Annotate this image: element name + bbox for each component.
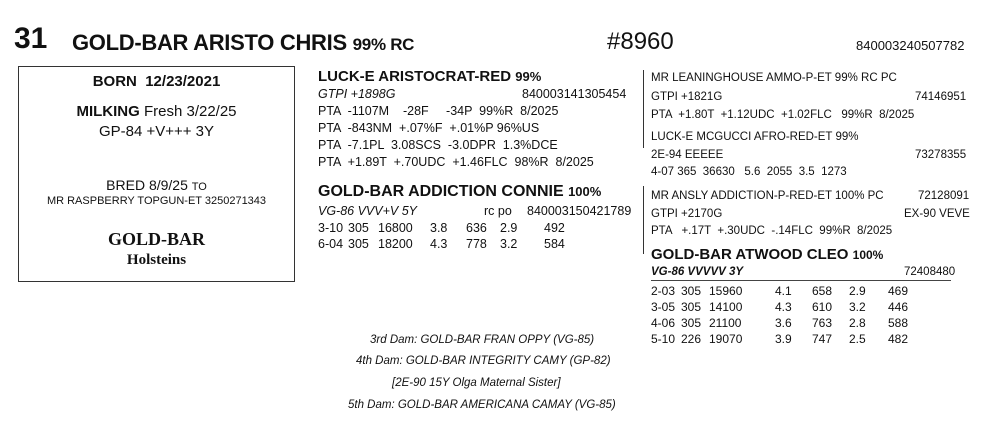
dam-dam-percent: 100% bbox=[852, 248, 884, 262]
dam-dam-classification: VG-86 VVVVV 3Y bbox=[651, 266, 744, 278]
sire-pta-line: PTA -7.1PL 3.08SCS -3.0DPR 1.3%DCE bbox=[318, 138, 558, 152]
table-row bbox=[318, 220, 565, 236]
dam-sire-classification: EX-90 VEVE bbox=[904, 208, 970, 220]
record-protein-pct: 3.2 bbox=[500, 237, 518, 251]
record-age: 3-10 bbox=[318, 221, 344, 235]
record-age: 5-10 bbox=[651, 332, 676, 346]
born-line bbox=[19, 73, 294, 90]
record-fat-pct: 4.1 bbox=[775, 284, 792, 298]
sire-pta-line: PTA +1.89T +.70UDC +1.46FLC 98%R 8/2025 bbox=[318, 155, 594, 169]
dam-registration: 840003150421789 bbox=[527, 204, 632, 218]
record-protein-pct: 2.9 bbox=[849, 284, 866, 298]
record-days: 305 bbox=[348, 237, 369, 251]
sire-sire-pta: PTA +1.80T +1.12UDC +1.02FLC 99%R 8/2025 bbox=[651, 109, 915, 121]
farm-subtitle: Holsteins bbox=[126, 252, 187, 268]
record-fat: 763 bbox=[812, 316, 833, 330]
lot-number: 31 bbox=[14, 22, 48, 55]
sire-dam-name: LUCK-E MCGUCCI AFRO-RED-ET 99% bbox=[651, 131, 859, 143]
dam-classification: VG-86 VVV+V 5Y bbox=[318, 204, 418, 218]
record-fat-pct: 3.9 bbox=[775, 332, 792, 346]
dam-dam-name-line bbox=[651, 246, 883, 263]
record-protein-pct: 2.5 bbox=[849, 332, 866, 346]
sire-dam-record: 4-07 365 36630 5.6 2055 3.5 1273 bbox=[651, 166, 847, 178]
cow-registration: 840003240507782 bbox=[856, 38, 965, 53]
maternal-sister-note: [2E-90 15Y Olga Maternal Sister] bbox=[392, 377, 561, 389]
dam-sire-gtpi: GTPI +2170G bbox=[651, 208, 723, 220]
record-protein-pct: 2.9 bbox=[500, 221, 518, 235]
pedigree-bracket-line bbox=[643, 186, 644, 254]
sire-pta-line: PTA -843NM +.07%F +.01%P 96%US bbox=[318, 121, 540, 135]
table-row bbox=[651, 315, 908, 331]
dam-dam-records-table bbox=[651, 283, 908, 347]
cow-name: GOLD-BAR ARISTO CHRIS bbox=[72, 30, 347, 55]
record-milk: 16800 bbox=[378, 221, 413, 235]
record-protein: 469 bbox=[888, 284, 909, 298]
third-dam: 3rd Dam: GOLD-BAR FRAN OPPY (VG-85) bbox=[370, 334, 595, 346]
bred-line bbox=[19, 177, 294, 193]
dam-sire-pta: PTA +.17T +.30UDC -.14FLC 99%R 8/2025 bbox=[651, 225, 893, 237]
dam-name: GOLD-BAR ADDICTION CONNIE bbox=[318, 183, 564, 200]
record-fat-pct: 4.3 bbox=[430, 237, 448, 251]
fifth-dam: 5th Dam: GOLD-BAR AMERICANA CAMAY (VG-85) bbox=[348, 399, 616, 411]
cow-percent: 99% RC bbox=[352, 35, 415, 54]
record-fat-pct: 3.8 bbox=[430, 221, 448, 235]
dam-sire-registration: 72128091 bbox=[918, 190, 970, 202]
table-row bbox=[651, 299, 908, 315]
record-fat: 610 bbox=[812, 300, 833, 314]
bred-to: TO bbox=[191, 181, 207, 193]
record-fat-pct: 4.3 bbox=[775, 300, 792, 314]
fourth-dam: 4th Dam: GOLD-BAR INTEGRITY CAMY (GP-82) bbox=[356, 355, 611, 367]
classification: GP-84 +V+++ 3Y bbox=[98, 123, 215, 140]
record-protein: 482 bbox=[888, 332, 909, 346]
sire-pta-line: PTA -1107M -28F -34P 99%R 8/2025 bbox=[318, 104, 559, 118]
farm-name: GOLD-BAR bbox=[107, 229, 205, 249]
record-days: 305 bbox=[348, 221, 369, 235]
sire-dam-classification: 2E-94 EEEEE bbox=[651, 149, 724, 161]
record-fat: 636 bbox=[466, 221, 487, 235]
cow-barn-number: #8960 bbox=[607, 28, 674, 55]
record-fat: 747 bbox=[812, 332, 833, 346]
record-milk: 21100 bbox=[709, 316, 742, 330]
record-days: 305 bbox=[681, 284, 702, 298]
record-milk: 19070 bbox=[709, 332, 743, 346]
cow-name-line bbox=[72, 30, 414, 56]
record-protein: 584 bbox=[544, 237, 565, 251]
milking-value: Fresh 3/22/25 bbox=[143, 103, 237, 120]
bred-label: BRED 8/9/25 bbox=[106, 177, 188, 193]
sire-name: LUCK-E ARISTOCRAT-RED bbox=[318, 68, 512, 85]
record-age: 4-06 bbox=[651, 316, 676, 330]
sire-dam-registration: 73278355 bbox=[915, 149, 967, 161]
record-days: 305 bbox=[681, 316, 702, 330]
dam-name-line bbox=[318, 183, 601, 201]
record-milk: 14100 bbox=[709, 300, 743, 314]
dam-rcpo: rc po bbox=[484, 204, 512, 218]
dam-records-table bbox=[318, 220, 565, 252]
record-days: 305 bbox=[681, 300, 702, 314]
pedigree-bracket-line bbox=[643, 70, 644, 148]
dam-dam-registration: 72408480 bbox=[904, 266, 956, 278]
info-box bbox=[18, 66, 295, 282]
record-age: 6-04 bbox=[318, 237, 344, 251]
born-date: 12/23/2021 bbox=[145, 73, 221, 90]
record-protein: 588 bbox=[888, 316, 909, 330]
record-age: 3-05 bbox=[651, 300, 676, 314]
sire-name-line bbox=[318, 68, 541, 85]
sire-registration: 840003141305454 bbox=[522, 87, 627, 101]
sire-gtpi: GTPI +1898G bbox=[318, 87, 396, 101]
sire-sire-registration: 74146951 bbox=[915, 91, 967, 103]
dam-sire-name: MR ANSLY ADDICTION-P-RED-ET 100% PC bbox=[651, 190, 884, 202]
sire-percent: 99% bbox=[515, 69, 542, 84]
dam-dam-name: GOLD-BAR ATWOOD CLEO bbox=[651, 246, 849, 263]
bred-sire: MR RASPBERRY TOPGUN-ET 3250271343 bbox=[46, 195, 267, 207]
sire-sire-gtpi: GTPI +1821G bbox=[651, 91, 723, 103]
divider bbox=[651, 280, 951, 281]
record-protein: 446 bbox=[888, 300, 909, 314]
dam-percent: 100% bbox=[568, 184, 602, 199]
record-protein-pct: 2.8 bbox=[849, 316, 866, 330]
record-protein-pct: 3.2 bbox=[849, 300, 866, 314]
born-label: BORN bbox=[92, 73, 137, 90]
record-protein: 492 bbox=[544, 221, 565, 235]
record-fat: 658 bbox=[812, 284, 833, 298]
milking-line bbox=[19, 103, 294, 120]
record-milk: 15960 bbox=[709, 284, 743, 298]
record-age: 2-03 bbox=[651, 284, 676, 298]
sire-sire-name: MR LEANINGHOUSE AMMO-P-ET 99% RC PC bbox=[651, 72, 897, 84]
table-row bbox=[651, 283, 908, 299]
record-days: 226 bbox=[681, 332, 702, 346]
record-fat-pct: 3.6 bbox=[775, 316, 792, 330]
milking-label: MILKING bbox=[76, 103, 140, 120]
table-row bbox=[318, 236, 565, 252]
record-milk: 18200 bbox=[378, 237, 413, 251]
table-row bbox=[651, 331, 908, 347]
record-fat: 778 bbox=[466, 237, 487, 251]
